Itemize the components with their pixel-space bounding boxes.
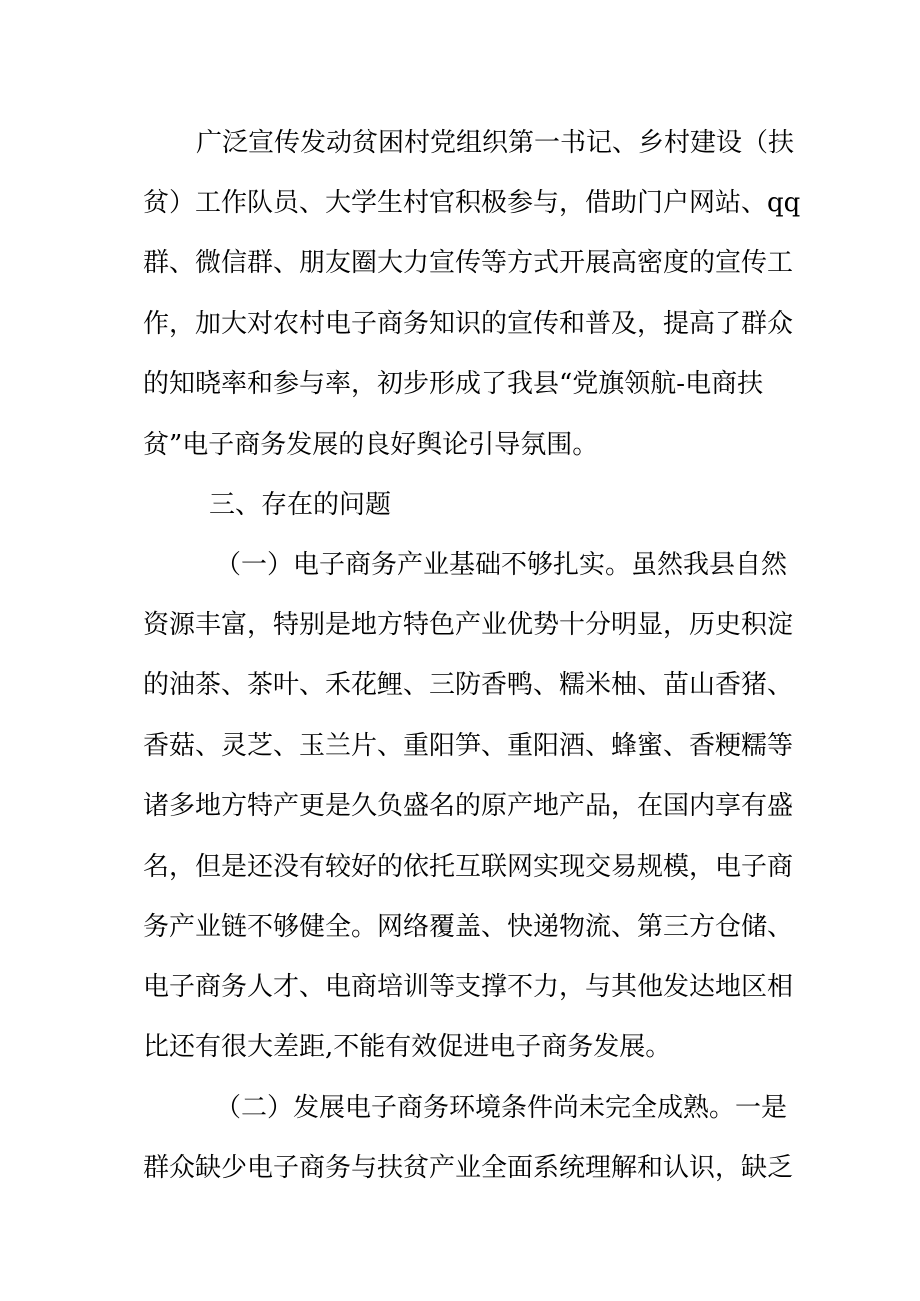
section-heading: 三、存在的问题 [209, 490, 392, 520]
paragraph-line: 群众缺少电子商务与扶贫产业全面系统理解和认识，缺乏 [143, 1153, 794, 1183]
paragraph-line: 贫）工作队员、大学生村官积极参与，借助门户网站、qq [143, 188, 801, 218]
paragraph-line: 的油茶、茶叶、禾花鲤、三防香鸭、糯米柚、苗山香猪、 [143, 670, 794, 700]
paragraph-line: 比还有很大差距,不能有效促进电子商务发展。 [143, 1032, 672, 1062]
paragraph-line: （二）发展电子商务环境条件尚未完全成熟。一是 [215, 1093, 788, 1123]
paragraph-line: 贫”电子商务发展的良好舆论引导氛围。 [143, 430, 599, 460]
paragraph-line: 务产业链不够健全。网络覆盖、快递物流、第三方仓储、 [143, 912, 794, 942]
paragraph-line: （一）电子商务产业基础不够扎实。虽然我县自然 [215, 550, 788, 580]
paragraph-line: 香菇、灵芝、玉兰片、重阳笋、重阳酒、蜂蜜、香粳糯等 [143, 731, 794, 761]
paragraph-line: 名，但是还没有较好的依托互联网实现交易规模，电子商 [143, 852, 794, 882]
paragraph-line: 的知晓率和参与率，初步形成了我县“党旗领航-电商扶 [143, 369, 764, 399]
paragraph-line: 广泛宣传发动贫困村党组织第一书记、乡村建设（扶 [196, 128, 795, 158]
paragraph-line: 作，加大对农村电子商务知识的宣传和普及，提高了群众 [143, 309, 794, 339]
paragraph-line: 诸多地方特产更是久负盛名的原产地产品，在国内享有盛 [143, 791, 794, 821]
paragraph-line: 群、微信群、朋友圈大力宣传等方式开展高密度的宣传工 [143, 248, 794, 278]
paragraph-line: 电子商务人才、电商培训等支撑不力，与其他发达地区相 [143, 972, 794, 1002]
paragraph-line: 资源丰富，特别是地方特色产业优势十分明显，历史积淀 [143, 610, 794, 640]
